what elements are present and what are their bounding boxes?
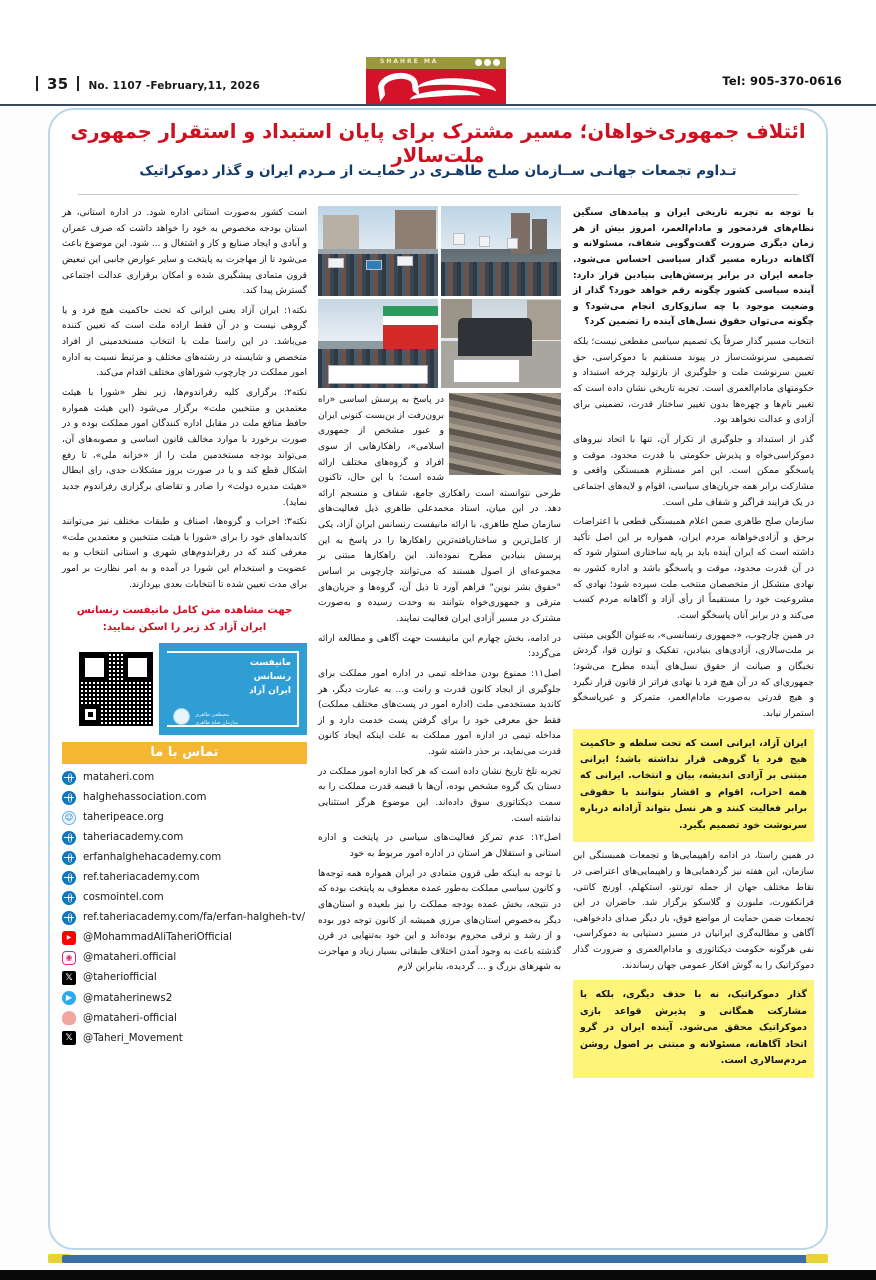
headline-divider: [78, 194, 798, 195]
x-icon: 𝕏: [62, 1031, 76, 1045]
paragraph: در ادامه، بخش چهارم این مانیفست جهت آگاهی و مطالعه ارائه می‌گردد:: [318, 633, 561, 660]
manifesto-books-photo: [449, 393, 561, 475]
masthead-telephone: Tel: 905-370-0616: [722, 74, 842, 88]
paragraph: با توجه به تجربه تاریخی ایران و پیامدهای سنگین نظام‌های فردمحور و مادام‌العمر، امروز بیش از هر زمان دیگری ضرورت گفت‌وگویی شفاف، مسئولانه و آگاهانه درباره مسیر گذار سیاسی احساس می‌شود. جامعه ایران در برابر پرسش‌هایی بنیادین قرار دارد: آینده سیاسی کشور چگونه رقم خواهد خورد؟ گذار از وضعیت موجود با چه سازوکاری انجام می‌شود؟ و چگونه می‌توان حقوق نسل‌های آینده را تضمین کرد؟: [573, 208, 814, 328]
globe-icon: [62, 831, 76, 845]
masthead-rule-right: [77, 76, 79, 91]
globe-icon: [62, 851, 76, 865]
page-number: 35: [47, 75, 69, 93]
photo-grid: [318, 206, 561, 388]
globe-icon: [62, 911, 76, 925]
paragraph: در همین چارچوب، «جمهوری رنسانسی»، به‌عنوان الگویی مبتنی بر ملت‌سالاری، آزادی‌های بنیادین، تفکیک و توازن قوا، گردش نخبگان و صیانت از حقوق نسل‌های آینده مطرح می‌شود؛ جمهوری‌ای که در آن هیچ فرد یا نهادی فراتر از قانون قرار نگیرد و هیچ قدرتی به‌صورت مادام‌العمر، متمرکز و غیرپاسخگو استمرار نیابد.: [573, 630, 814, 719]
paragraph: در همین راستا، در ادامه راهپیمایی‌ها و تجمعات همبستگی این سازمان، این هفته نیز گردهمایی‌ها و راهپیمایی‌های اعتراضی در نقاط مختلف جهان از جمله تورنتو، استکهلم، اورنج کانتی، فرانکفورت، ملبورن و گلاسکو برگزار شد. حاضران در این تجمعات ضمن حمایت از مواضع فوق، بار دیگر صدای دادخواهی، آگاهی و مطالبه‌گری ایرانیان در مسیر دستیابی به دموکراسی، نفی هرگونه حکومت دیکتاتوری و مادام‌العمری و ضرورت گذار دموکراتیک را به گوش افکار عمومی جهان رساندند.: [573, 851, 814, 971]
page-title: ائتلاف جمهوری‌خواهان؛ مسیر مشترک برای پایان استبداد و استقرار جمهوری ملت‌سالار: [70, 120, 806, 168]
logo-top-band: [366, 57, 506, 69]
link-label: @taheriofficial: [83, 972, 157, 984]
globe-icon: [62, 891, 76, 905]
link-label: @mataherinews2: [83, 992, 173, 1004]
paragraph: نکته۳: احزاب و گروه‌ها، اصناف و طبقات مختلف نیز می‌توانند کاندیداهای خود را برای «شورا با هیئت منتخبین و معتمدین ملت» معرفی کنند که در رفراندوم‌های شهری و استانی انتخاب و به عضویت و استخدام این شورا در آمده و به امر نظارت بر امور برای مدت تعیین شده تا انتخابات بعدی بپردازند.: [62, 517, 307, 590]
book-title: مانیفست رنسانس ایران آزاد: [249, 658, 291, 696]
globe-icon: [62, 791, 76, 805]
paragraph: اصل۱۱: ممنوع بودن مداخله تیمی در اداره امور مملکت برای جلوگیری از ایجاد کانون قدرت و رانت و... به عبارت دیگر، هر کاندید مستخدمی ملت (اداره امور در پست‌های مختلف مملکت) فقط حق معرفی خود را برای گرفتن پست خدمت دارد و از مداخله تیمی در اداره امور مملکت به علت اینکه ایجاد کانون قدرت می‌نماید، بر حذر داشته شود.: [318, 668, 561, 758]
footer-cap-right: [806, 1254, 828, 1263]
qr-scan-note-line2: ایران آزاد کد زیر را اسکن نمایید:: [102, 621, 267, 633]
manifesto-book-cover: [159, 643, 307, 735]
logo-wordmark: SHAHRE MA: [380, 58, 439, 65]
link-label: ref.taheriacademy.com: [83, 872, 200, 884]
list-item[interactable]: [62, 829, 307, 847]
link-label: taheriacademy.com: [83, 832, 184, 844]
masthead-divider: [0, 104, 876, 106]
paragraph: نکته۲: برگزاری کلیه رفراندوم‌ها، زیر نظر «شورا با هیئت معتمدین و منتخبین ملت» برگزار می‌شود (این هیئت همواره حافظ منافع ملت در مقابل اداره کنندگان امور مملکت بوده و در صورت برخورد با موارد مخالف قانون اساسی و مصوبه‌های آن، می‌تواند بودجه مستخدمین ملت را از «خزانه ملی»، تا رفع اشکال قطع کند و یا در صورت بروز مشکلات جدی، رای ابطال «هیئت مدیره دولت» را صادر و تقاضای برگزاری رفراندوم جدید نماید).: [62, 388, 307, 508]
link-label: mataheri.com: [83, 772, 155, 783]
logo-body: [366, 69, 506, 104]
manifesto-qr-code[interactable]: [79, 652, 153, 726]
contact-header: تماس با ما: [62, 742, 307, 764]
paragraph: اصل۱۲: عدم تمرکز فعالیت‌های سیاسی در پایتخت و اداره استانی و استقلال هر استان در اداره امور مربوط به خود: [318, 833, 561, 859]
column-left: [62, 206, 307, 1047]
list-item[interactable]: [62, 889, 307, 907]
iran-banner: [453, 359, 520, 382]
list-item[interactable]: [62, 869, 307, 887]
link-label: ref.taheriacademy.com/fa/erfan-halgheh-tv/: [83, 912, 306, 924]
protest-frankfurt-photo: [318, 206, 438, 296]
highlight-box-1: ایران آزاد، ایرانی است که تحت سلطه و حاکمیت هیچ فرد یا گروهی قرار نداشته باشد؛ ایرانی مبتنی بر آزادی اندیشه، بیان و انتخاب. ایرانی که همه احزاب، اقوام و اقشار بتوانند با حقوقی برابر فعالیت کنند و هر نسل بتواند آزادانه درباره سرنوشت خود تصمیم بگیرد.: [573, 729, 814, 843]
list-item[interactable]: [62, 929, 307, 947]
protest-toronto-photo: [441, 206, 561, 296]
link-label: @mataheri-official: [83, 1012, 177, 1024]
book-subtitle: مصطفی طاهری سازمان صلح طاهری: [195, 712, 239, 726]
logo-dots-icon: [475, 59, 500, 66]
youtube-icon: [62, 931, 76, 945]
globe-icon: [62, 771, 76, 785]
footer-bar: [62, 1255, 814, 1263]
link-label: erfanhalghehacademy.com: [83, 852, 222, 864]
list-item[interactable]: [62, 949, 307, 967]
protest-banner-flag-photo: [318, 299, 438, 389]
qr-scan-note-line1: جهت مشاهده متن کامل مانیفست رنسانس: [76, 605, 293, 617]
list-item[interactable]: [62, 769, 307, 787]
link-label: cosmointel.com: [83, 892, 164, 904]
contact-links-list: [62, 769, 307, 1047]
list-item[interactable]: [62, 969, 307, 987]
paragraph: در پاسخ به پرسش اساسی «راه برون‌رفت از بن‌بست کنونی ایران و عبور مشخص از جمهوری اسلامی»، راهکارهایی از سوی افراد و گروه‌های مختلف ارائه شده است؛ با این حال، تاکنون طرحی نتوانسته است راهکاری جامع، شفاف و منسجم ارائه دهد. در این میان، استاد محمدعلی طاهری ذیل فعالیت‌های سازمان صلح طاهری، با ارائه مانیفست رنسانس ایران آزاد، یکی از کامل‌ترین و ساختاریافته‌ترین راهکارها را در پاسخ به این پرسش بنیادین مطرح نموده‌اند. این راهکارها مبتنی بر مجموعه‌ای از اصول هستند که می‌توانند چارچوبی بر اساس "حقوق بشر نوین" فراهم آورد تا ذیل آن، گروه‌ها و جریان‌های مترقی و جمهوری‌خواه بتوانند به وحدت رسیده و به‌صورت مشترک در مسیر آزادی ایران فعالیت نمایند.: [318, 395, 561, 624]
page-bottom-edge: [0, 1270, 876, 1280]
link-label: @Taheri_Movement: [83, 1032, 183, 1044]
qr-scan-note: [62, 603, 307, 636]
peace-icon: ☺: [62, 811, 76, 825]
list-item[interactable]: [62, 1030, 307, 1048]
paragraph: گذر از استبداد و جلوگیری از تکرار آن، تنها با اتحاد نیروهای دموکراسی‌خواه و پذیرش حکومتی با قدرت محدود، موقت و پاسخگو ممکن است. این امر مستلزم همبستگی واقعی و مشارکت برابر همه جریان‌های سیاسی، اقوام و لایه‌های اجتماعی در یک فرایند فراگیر و شفاف ملی است.: [573, 434, 814, 508]
list-item[interactable]: [62, 1010, 307, 1028]
masthead: [0, 0, 876, 106]
telegram-icon: ▶: [62, 991, 76, 1005]
column-middle: [318, 206, 561, 980]
link-label: halghehassociation.com: [83, 792, 207, 804]
list-item[interactable]: [62, 789, 307, 807]
list-item[interactable]: [62, 909, 307, 927]
article-card: [48, 108, 828, 1250]
manifest-qr-row: [62, 643, 307, 735]
shahre-ma-logo: [366, 57, 506, 104]
cloud-icon: [62, 1011, 76, 1025]
masthead-rule-left: [36, 76, 38, 91]
paragraph: با توجه به اینکه طی قرون متمادی در ایران همواره همه توجه‌ها و کانون سیاسی مملکت به‌طور عمده معطوف به پایتخت بوده که در نتیجه، بخش عمده بودجه مملکت را نیز بلعیده و استان‌های دیگر به‌خصوص استان‌های مرزی همیشه از کانون توجه دور بوده و از رشد و ترقی محروم بوده‌اند و این خود به‌تنهایی در قرن گذشته باعث به وجود آمدن اختلاف طبقاتی بسیار زیاد و مهاجرت به شهرهای بزرگ و ... گردیده، بنابراین لازم: [318, 868, 561, 973]
paragraph: سازمان صلح طاهری ضمن اعلام همبستگی قطعی با اعتراضات برحق و آزادی‌خواهانه مردم ایران، همواره بر این اصل تأکید داشته است که ایران آینده باید بر پایه ساختاری استوار شود که در آن قدرت محدود، موقت و پاسخگو باشد و اداره کشور به نهادی متشکل از متخصصان منتخب ملت سپرده شود؛ نهادی که مشروعیت خود را مستقیماً از رأی آزاد و آگاهانه مردم کسب می‌کند و در برابر آنان پاسخگو است.: [573, 517, 814, 622]
list-item[interactable]: [62, 809, 307, 827]
x-icon: 𝕏: [62, 971, 76, 985]
link-label: taheripeace.org: [83, 812, 164, 824]
list-item[interactable]: [62, 849, 307, 867]
masthead-issue-block: [34, 74, 260, 93]
highlight-box-2: گذار دموکراتیک، نه با حذف دیگری، بلکه با مشارکت همگانی و پذیرش قواعد بازی دموکراتیک محقق می‌شود. آینده ایران در گرو اتحاد آگاهانه، مسئولانه و مبتنی بر اصول روشن مردم‌سالاری است.: [573, 980, 814, 1077]
list-item[interactable]: [62, 990, 307, 1008]
book-seal-icon: [173, 708, 190, 725]
globe-icon: [62, 871, 76, 885]
instagram-icon: ◉: [62, 951, 76, 965]
issue-date-line: No. 1107 -February,11, 2026: [88, 80, 260, 92]
link-label: @MohammadAliTaheriOfficial: [83, 932, 232, 944]
paragraph: است کشور به‌صورت استانی اداره شود. در اداره استانی، هر استان بودجه مخصوص به خود را خواهد داشت که صرف عمران و آبادی و ایجاد صنایع و کار و اشتغال و ... شود. این موضوع باعث می‌شود تا از مهاجرت به پایتخت و سایر عوارض جانبی این تبعیض قرون متمادی پیشگیری شده و امکان برقراری عدالت اجتماعی گسترش پیدا کند.: [62, 208, 307, 297]
protest-tent-iran-photo: [441, 299, 561, 389]
paragraph: نکته۱: ایران آزاد یعنی ایرانی که تحت حاکمیت هیچ فرد و یا گروهی نیست و در آن فقط اراده ملت است که تعیین کننده می‌باشد. در این راستا ملت با انتخاب مستخدمینی از افراد متخصص و شایسته در رشته‌های مختلف و مرتبط نسبت به اداره امور مملکت در چارچوب شوراهای مختلف اقدام می‌کند.: [62, 305, 307, 379]
link-label: @mataheri.official: [83, 952, 177, 964]
page-subtitle: تـداوم تجمعات جهانـی ســازمان صلـح طاهـری در حمایـت از مـردم ایران و گذار دموکراتیک: [139, 163, 737, 179]
paragraph: تجربه تلخ تاریخ نشان داده است که هر کجا اداره امور مملکت در دستان یک گروه مشخص بوده، آن‌ها با قبضه قدرت مملکت را به سمت دیکتاتوری سوق داده‌اند. این موضوع هرگز استثنایی نداشته است.: [318, 766, 561, 824]
paragraph: انتخاب مسیر گذار صرفاً یک تصمیم سیاسی مقطعی نیست؛ بلکه تصمیمی سرنوشت‌ساز در پیوند مستقیم با دموکراسی، حق تعیین سرنوشت ملت و جلوگیری از بازتولید چرخه استبداد و حکومتهای مادام‌العمری است. تجربه تاریخی نشان داده است که تغییر نام‌ها و چهره‌ها بدون تغییر ساختار قدرت، تضمینی برای آزادی و عدالت نخواهد بود.: [573, 337, 814, 426]
column-right: [573, 206, 814, 1085]
